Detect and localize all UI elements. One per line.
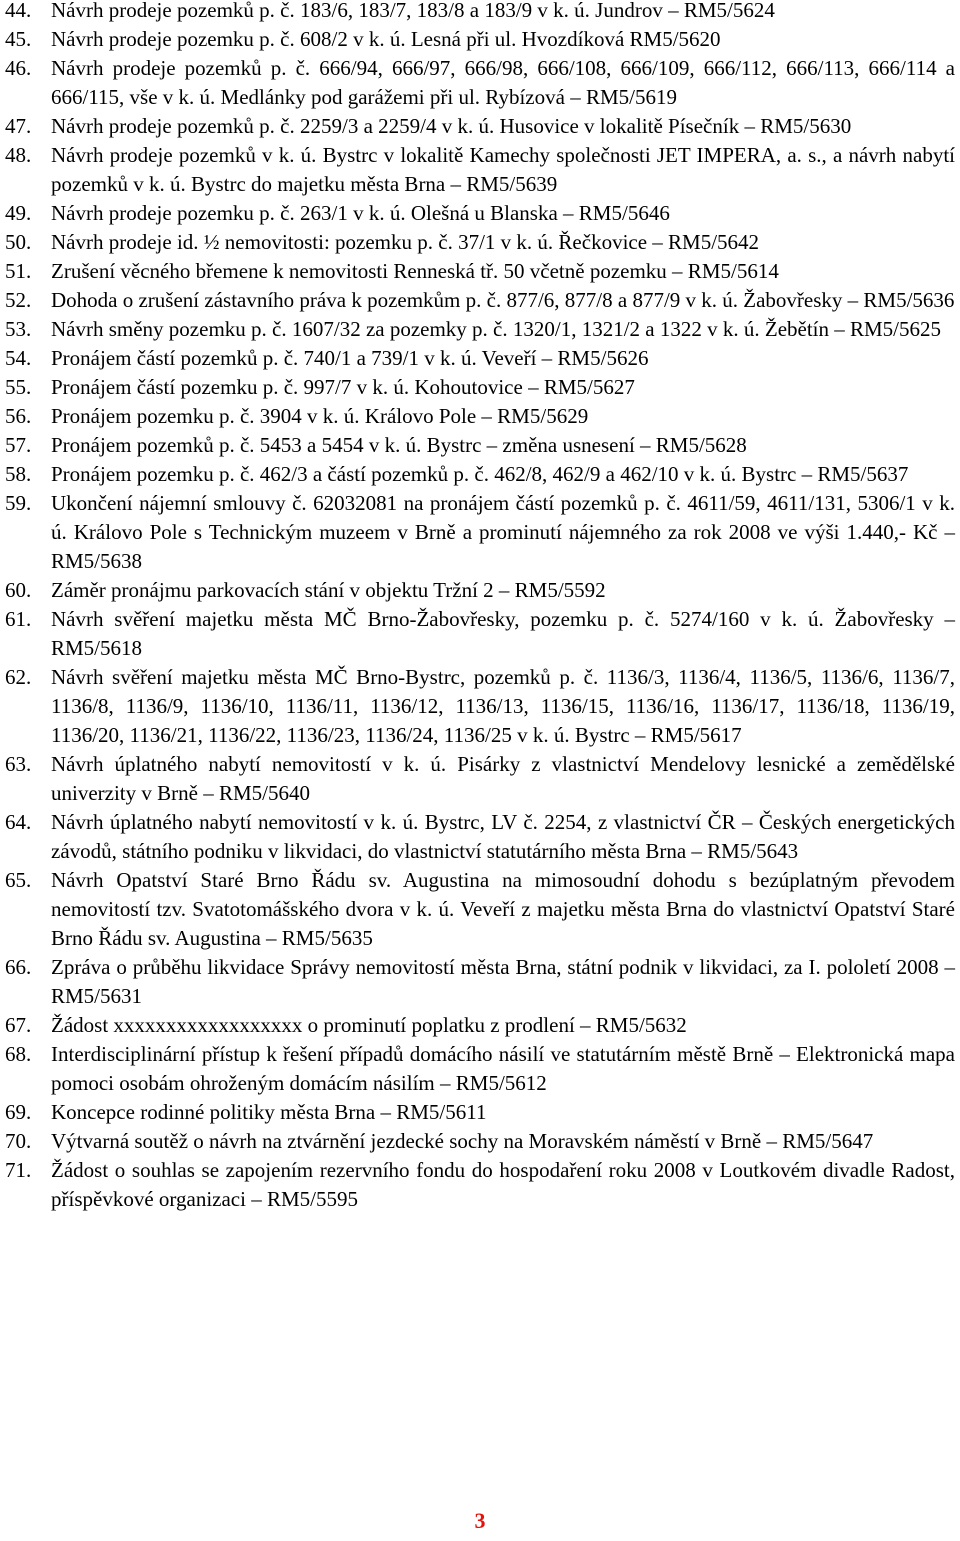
agenda-item bbox=[0, 286, 960, 315]
agenda-item-text: Návrh prodeje pozemku p. č. 608/2 v k. ú. Lesná při ul. Hvozdíková RM5/5620 bbox=[51, 27, 721, 51]
agenda-item bbox=[0, 1011, 960, 1040]
agenda-item bbox=[0, 750, 960, 808]
agenda-item bbox=[0, 866, 960, 953]
agenda-item-text: Záměr pronájmu parkovacích stání v objektu Tržní 2 – RM5/5592 bbox=[51, 578, 606, 602]
agenda-item-text: Pronájem pozemků p. č. 5453 a 5454 v k. ú. Bystrc – změna usnesení – RM5/5628 bbox=[51, 433, 747, 457]
agenda-item bbox=[0, 953, 960, 1011]
agenda-item-number: 44. bbox=[5, 0, 32, 22]
agenda-item bbox=[0, 141, 960, 199]
agenda-item bbox=[0, 808, 960, 866]
agenda-item-text: Žádost xxxxxxxxxxxxxxxxxx o prominutí poplatku z prodlení – RM5/5632 bbox=[51, 1013, 687, 1037]
agenda-item bbox=[0, 460, 960, 489]
agenda-item-text: Výtvarná soutěž o návrh na ztvárnění jezdecké sochy na Moravském náměstí v Brně – RM5/5647 bbox=[51, 1129, 874, 1153]
agenda-item-number: 71. bbox=[5, 1158, 32, 1182]
agenda-item-text: Zpráva o průběhu likvidace Správy nemovitostí města Brna, státní podnik v likvidaci, za I. pololetí 2008 – RM5/5631 bbox=[51, 955, 955, 1008]
agenda-item-number: 52. bbox=[5, 288, 32, 312]
agenda-item-text: Interdisciplinární přístup k řešení případů domácího násilí ve statutárním městě Brně – Elektronická mapa pomoci osobám ohroženým domácím násilím – RM5/5612 bbox=[51, 1042, 955, 1095]
agenda-item-number: 46. bbox=[5, 56, 32, 80]
agenda-item bbox=[0, 373, 960, 402]
agenda-item-text: Návrh svěření majetku města MČ Brno-Žabovřesky, pozemku p. č. 5274/160 v k. ú. Žabovřesky – RM5/5618 bbox=[51, 607, 955, 660]
agenda-item bbox=[0, 315, 960, 344]
agenda-item-text: Ukončení nájemní smlouvy č. 62032081 na pronájem částí pozemků p. č. 4611/59, 4611/131, 5306/1 v k. ú. Královo Pole s Technickým muzeem v Brně a prominutí nájemného za rok 2008 ve výši 1.440,- Kč – RM5/5638 bbox=[51, 491, 955, 573]
agenda-item-number: 55. bbox=[5, 375, 32, 399]
agenda-item-text: Dohoda o zrušení zástavního práva k pozemkům p. č. 877/6, 877/8 a 877/9 v k. ú. Žabovřesky – RM5/5636 bbox=[51, 288, 955, 312]
agenda-item-number: 53. bbox=[5, 317, 32, 341]
agenda-item bbox=[0, 605, 960, 663]
agenda-item bbox=[0, 489, 960, 576]
agenda-item-number: 69. bbox=[5, 1100, 32, 1124]
agenda-item-number: 67. bbox=[5, 1013, 32, 1037]
agenda-item-text: Návrh úplatného nabytí nemovitostí v k. ú. Pisárky z vlastnictví Mendelovy lesnické a zemědělské univerzity v Brně – RM5/5640 bbox=[51, 752, 955, 805]
agenda-item bbox=[0, 257, 960, 286]
agenda-item-text: Návrh prodeje pozemků p. č. 666/94, 666/97, 666/98, 666/108, 666/109, 666/112, 666/113, 666/114 a 666/115, vše v k. ú. Medlánky pod garážemi při ul. Rybízová – RM5/5619 bbox=[51, 56, 955, 109]
agenda-item-number: 45. bbox=[5, 27, 32, 51]
agenda-item-text: Návrh směny pozemku p. č. 1607/32 za pozemky p. č. 1320/1, 1321/2 a 1322 v k. ú. Žebětín – RM5/5625 bbox=[51, 317, 942, 341]
agenda-item-text: Návrh úplatného nabytí nemovitostí v k. ú. Bystrc, LV č. 2254, z vlastnictví ČR – Českých energetických závodů, státního podniku v likvidaci, do vlastnictví statutárního města Brna – RM5/5643 bbox=[51, 810, 955, 863]
agenda-item-number: 47. bbox=[5, 114, 32, 138]
agenda-item-number: 65. bbox=[5, 868, 32, 892]
agenda-item-number: 60. bbox=[5, 578, 32, 602]
agenda-item-text: Zrušení věcného břemene k nemovitosti Renneská tř. 50 včetně pozemku – RM5/5614 bbox=[51, 259, 779, 283]
agenda-item bbox=[0, 663, 960, 750]
agenda-item bbox=[0, 1127, 960, 1156]
page-number: 3 bbox=[474, 1508, 486, 1533]
agenda-item-number: 57. bbox=[5, 433, 32, 457]
agenda-item bbox=[0, 112, 960, 141]
agenda-item-text: Koncepce rodinné politiky města Brna – RM5/5611 bbox=[51, 1100, 487, 1124]
agenda-item bbox=[0, 1040, 960, 1098]
agenda-item-number: 49. bbox=[5, 201, 32, 225]
agenda-item bbox=[0, 54, 960, 112]
agenda-item-number: 70. bbox=[5, 1129, 32, 1153]
agenda-item-number: 54. bbox=[5, 346, 32, 370]
agenda-item-text: Návrh prodeje pozemků p. č. 183/6, 183/7, 183/8 a 183/9 v k. ú. Jundrov – RM5/5624 bbox=[51, 0, 775, 22]
agenda-item-number: 62. bbox=[5, 665, 32, 689]
agenda-item bbox=[0, 344, 960, 373]
agenda-item-text: Návrh svěření majetku města MČ Brno-Bystrc, pozemků p. č. 1136/3, 1136/4, 1136/5, 1136/6, 1136/7, 1136/8, 1136/9, 1136/10, 1136/11, 1136/12, 1136/13, 1136/15, 1136/16, 1136/17, 1136/18, 1136/19, 1136/20, 1136/21, 1136/22, 1136/23, 1136/24, 1136/25 v k. ú. Bystrc – RM5/5617 bbox=[51, 665, 955, 747]
agenda-item-text: Pronájem pozemku p. č. 3904 v k. ú. Královo Pole – RM5/5629 bbox=[51, 404, 589, 428]
agenda-item bbox=[0, 1098, 960, 1127]
agenda-item-number: 68. bbox=[5, 1042, 32, 1066]
agenda-item-text: Návrh Opatství Staré Brno Řádu sv. Augustina na mimosoudní dohodu s bezúplatným převodem nemovitostí tzv. Svatotomášského dvora v k. ú. Veveří z majetku města Brna do vlastnictví Opatství Staré Brno Řádu sv. Augustina – RM5/5635 bbox=[51, 868, 955, 950]
agenda-item-number: 48. bbox=[5, 143, 32, 167]
agenda-item-text: Návrh prodeje pozemku p. č. 263/1 v k. ú. Olešná u Blanska – RM5/5646 bbox=[51, 201, 670, 225]
agenda-item-text: Pronájem částí pozemků p. č. 740/1 a 739/1 v k. ú. Veveří – RM5/5626 bbox=[51, 346, 649, 370]
agenda-item-number: 50. bbox=[5, 230, 32, 254]
agenda-item-text: Žádost o souhlas se zapojením rezervního fondu do hospodaření roku 2008 v Loutkovém divadle Radost, příspěvkové organizaci – RM5/5595 bbox=[51, 1158, 955, 1211]
agenda-item-number: 58. bbox=[5, 462, 32, 486]
agenda-item-number: 59. bbox=[5, 491, 32, 515]
agenda-item-number: 63. bbox=[5, 752, 32, 776]
agenda-item-text: Návrh prodeje pozemků p. č. 2259/3 a 2259/4 v k. ú. Husovice v lokalitě Písečník – RM5/5630 bbox=[51, 114, 852, 138]
agenda-item bbox=[0, 199, 960, 228]
agenda-item bbox=[0, 431, 960, 460]
agenda-item bbox=[0, 25, 960, 54]
agenda-item-number: 61. bbox=[5, 607, 32, 631]
agenda-item-number: 56. bbox=[5, 404, 32, 428]
agenda-item bbox=[0, 576, 960, 605]
agenda-item-text: Pronájem částí pozemku p. č. 997/7 v k. ú. Kohoutovice – RM5/5627 bbox=[51, 375, 635, 399]
agenda-item bbox=[0, 1156, 960, 1214]
agenda-item bbox=[0, 228, 960, 257]
agenda-item bbox=[0, 0, 960, 25]
agenda-item-number: 51. bbox=[5, 259, 32, 283]
agenda-item-text: Návrh prodeje pozemků v k. ú. Bystrc v lokalitě Kamechy společnosti JET IMPERA, a. s., a návrh nabytí pozemků v k. ú. Bystrc do majetku města Brna – RM5/5639 bbox=[51, 143, 955, 196]
agenda-item bbox=[0, 402, 960, 431]
agenda-item-text: Návrh prodeje id. ½ nemovitosti: pozemku p. č. 37/1 v k. ú. Řečkovice – RM5/5642 bbox=[51, 230, 760, 254]
agenda-item-number: 64. bbox=[5, 810, 32, 834]
agenda-item-number: 66. bbox=[5, 955, 32, 979]
agenda-item-text: Pronájem pozemku p. č. 462/3 a částí pozemků p. č. 462/8, 462/9 a 462/10 v k. ú. Bystrc – RM5/5637 bbox=[51, 462, 909, 486]
